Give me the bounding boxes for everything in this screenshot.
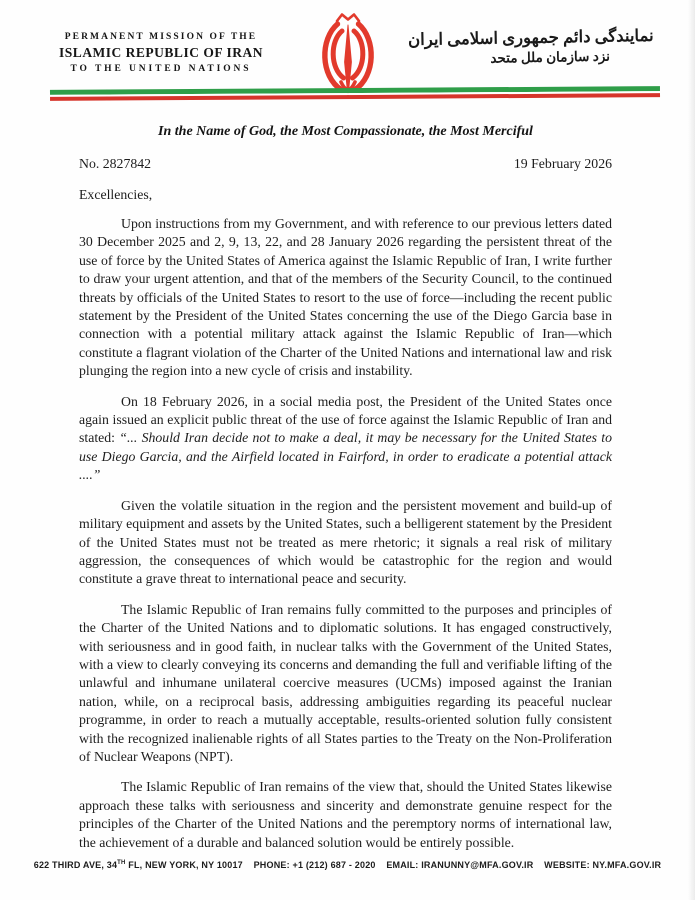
contact-footer <box>0 860 695 870</box>
reference-number: No. 2827842 <box>79 156 152 171</box>
paragraph-3: Given the volatile situation in the region and the persistent movement and build-up of military equipment and assets by the United States, such a belligerent statement by the President of the United States must not be treated as mere rhetoric; it signals a real risk of military aggression, the consequences of which would be catastrophic for the region and would constitute a grave threat to international peace and security. <box>79 497 612 587</box>
footer-email: EMAIL: IRANUNNY@MFA.GOV.IR <box>386 860 534 870</box>
footer-website: WEBSITE: NY.MFA.GOV.IR <box>544 860 662 870</box>
paragraph-2 <box>79 393 612 485</box>
footer-phone: PHONE: +1 (212) 687 - 2020 <box>253 860 376 870</box>
footer-address-ordinal: TH <box>117 860 126 866</box>
paragraph-2-lead: On 18 February 2026, in a social media post, the President of the United States once again issued an explicit public threat of the use of force against the Islamic Republic of Iran and stated: <box>79 393 612 446</box>
persian-line-2: نزد سازمان ملل متحد <box>490 48 611 66</box>
persian-line-1: نمایندگی دائم جمهوری اسلامی ایران <box>407 25 654 50</box>
salutation: Excellencies, <box>79 187 153 202</box>
body-paragraphs <box>79 215 612 852</box>
mission-line-2: ISLAMIC REPUBLIC OF IRAN <box>59 45 263 60</box>
letter-body <box>79 124 612 864</box>
persian-name-block <box>397 26 666 69</box>
bismillah-line: In the Name of God, the Most Compassionate, the Most Merciful <box>158 124 533 139</box>
mission-line-1: PERMANENT MISSION OF THE <box>64 32 258 42</box>
paragraph-4: The Islamic Republic of Iran remains fully committed to the purposes and principles of the Charter of the United Nations and to diplomatic solutions. It has engaged constructively, with seriousness and in good faith, in nuclear talks with the Government of the United States, with a view to clearly conveying its concerns and demanding the full and verifiable lifting of the unlawful and inhumane unilateral coercive measures (UCMs) imposed against the Iranian nation, while, on a reciprocal basis, addressing ambiguities regarding its peaceful nuclear programme, in order to reach a mutually acceptable, results-oriented solution fully consistent with the recognized inalienable rights of all States parties to the Treaty on the Non-Proliferation of Nuclear Weapons (NPT). <box>79 601 612 764</box>
mission-line-3: TO THE UNITED NATIONS <box>70 64 252 74</box>
letter-date: 19 February 2026 <box>513 156 612 171</box>
mission-name-block <box>52 32 270 74</box>
footer-address: 622 THIRD AVE, 34TH FL, NEW YORK, NY 10017 <box>33 860 243 870</box>
paragraph-5: The Islamic Republic of Iran remains of the view that, should the United States likewise approach these talks with seriousness and sincerity and demonstrate genuine respect for the principles of the Charter of the United Nations and the peremptory norms of international law, the achievement of a durable and balanced solution would be entirely possible. <box>79 779 612 850</box>
paragraph-2-quote: “... Should Iran decide not to make a deal, it may be necessary for the United States to use Diego Garcia, and the Airfield located in Fairford, in order to eradicate a potential attack ....” <box>79 430 612 483</box>
flag-divider <box>50 86 660 101</box>
reference-row <box>79 156 612 172</box>
letterhead <box>0 16 695 90</box>
scan-edge-artifact <box>688 0 695 900</box>
paragraph-1: Upon instructions from my Government, and with reference to our previous letters dated 30 December 2025 and 2, 9, 13, 22, and 28 January 2026 regarding the persistent threat of the use of force by the United States of America against the Islamic Republic of Iran, I write further to draw your urgent attention, and that of the members of the Security Council, to the continued threats by officials of the United States to resort to the use of force—including the recent public statement by the President of the United States concerning the use of the Diego Garcia base in connection with a potential military attack against the Islamic Republic of Iran—which constitute a flagrant violation of the Charter of the United Nations and international law and risk plunging the region into a new cycle of crisis and instability. <box>79 216 612 379</box>
